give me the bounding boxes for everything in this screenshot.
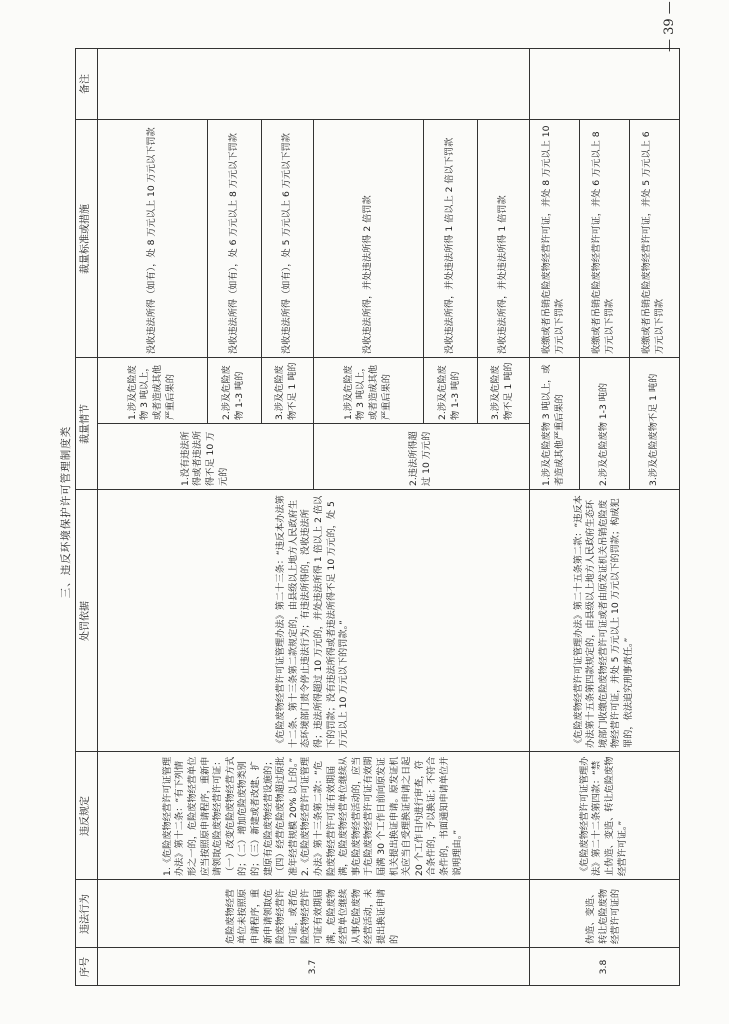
rotated-table-sheet [55,38,693,986]
row-3-7-group-2-sub-1: 1.涉及危险废物 3 吨以上，或者造成其他严重后果的 [342,362,392,420]
header-circumstance: 裁量情节 [79,404,91,444]
header-measure: 裁量标准或措施 [79,204,91,274]
row-3-7-rule: 1.《危险废物经营许可证管理办法》第十二条：“有下列情形之一的，危险废物经营单位应当按照原申请程序，重新申请领取危险废物经营许可证：（一）改变危险废物经营方式的；（二）增加危险废物类别的；（三）新建或者改建、扩建原有危险废物经营设施的；（四）经营危险废物超过原批准年经营规模 20% 以上的。” 2.《危险废物经营许可证管理办法》第十三条第二款：“危险废物经营许可证有效期届满，危险废物经营单位继续从事危险废物经营活动的，应当于危险废物经营许可证有效期届满 30 个工作日前向原发证机关提出换证申请。原发证机关应当自受理换证申请之日起 20 个工作日内进行审查，符合条件的，予以换证；不符合条件的，书面通知申请单位并说明理由。” [161,756,463,876]
row-3-7-group-2-measure-1: 没收违法所得，并处违法所得 2 倍罚款 [361,195,373,354]
row-3-8-rule: 《危险废物经营许可证管理办法》第二十二条第四款：“禁止伪造、变造、转让危险废物经营许可证。” [578,756,628,876]
grid-line [75,751,679,752]
row-3-8-measure-2: 收缴或者吊销危险废物经营许可证，并处 6 万元以上 8 万元以下罚款 [591,131,615,354]
row-3-8-basis: 《危险废物经营许可证管理办法》第二十五条第二款：“违反本办法第十五条第四款规定的，由县级以上地方人民政府生态环境部门收缴危险废物经营许可证或者由原发证机关吊销危险废物经营许可证，并处 5 万元以上 10 万元以下的罚款；构成犯罪的，依法追究刑事责任。” [572,495,634,748]
grid-line [579,120,580,490]
row-3-7-no: 3.7 [306,959,318,975]
row-3-8-no: 3.8 [597,959,609,975]
row-3-8-measure-1: 收缴或者吊销危险废物经营许可证，并处 8 万元以上 10 万元以下罚款 [541,125,565,354]
row-3-7-group-2-label: 2.违法所得超过 10 万元的 [408,431,432,486]
row-3-8-measure-3: 收缴或者吊销危险废物经营许可证，并处 5 万元以上 6 万元以下罚款 [641,131,665,354]
row-3-7-group-1-sub-3: 3.涉及危险废物不足 1 吨的 [274,362,298,420]
grid-line [75,985,679,986]
row-3-7-group-1-sub-2: 2.涉及危险废物 1-3 吨的 [221,365,245,420]
row-3-7-group-1-measure-3: 没收违法所得（如有），处 5 万元以上 6 万元以下罚款 [280,133,292,354]
grid-line [313,120,314,490]
grid-line [679,48,680,986]
row-3-7-group-2-sub-3: 3.涉及危险废物不足 1 吨的 [490,362,514,420]
header-behavior: 违法行为 [79,894,91,934]
row-3-7-note [97,48,529,120]
grid-line [629,120,630,490]
grid-line [97,423,529,424]
grid-line [75,119,679,120]
header-no: 序号 [79,957,91,977]
grid-line [75,357,679,358]
grid-line [529,48,530,986]
grid-line [477,120,478,424]
row-3-7-group-2-measure-2: 没收违法所得，并处违法所得 1 倍以上 2 倍以下罚款 [443,137,455,354]
grid-line [207,120,208,424]
row-3-8-note [529,48,679,120]
row-3-7-group-1-measure-1: 没收违法所得（如有），处 8 万元以上 10 万元以下罚款 [145,127,157,354]
row-3-8-circ-3: 3.涉及危险废物不足 1 吨的 [647,373,659,486]
grid-line [75,489,679,490]
row-3-7-group-2-sub-2: 2.涉及危险废物 1-3 吨的 [437,365,461,420]
header-note: 备注 [79,74,91,94]
row-3-7-group-2-measure-3: 没收违法所得，并处违法所得 1 倍罚款 [496,195,508,354]
grid-line [97,48,98,986]
page-number: — 39 — [662,1,677,52]
row-3-7-group-1-sub-1: 1.涉及危险废物 3 吨以上，或者造成其他严重后果的 [126,362,176,420]
grid-line [75,879,679,880]
header-rule: 违反规定 [79,796,91,836]
header-basis: 处罚依据 [79,601,91,641]
row-3-7-group-1-label: 1.没有违法所得或者违法所得不足 10 万元的 [179,430,229,486]
grid-line [75,947,679,948]
grid-line [75,48,76,986]
row-3-7-behavior: 危险废物经营单位未按照原申请程序，重新申请领取危险废物经营许可证，或者危险废物经营许可证有效期届满，危险废物经营单位继续从事危险废物经营活动，未提出换证申请的 [224,888,400,944]
row-3-7-basis: 《危险废物经营许可证管理办法》第二十三条：“违反本办法第十二条、第十三条第二款规定的，由县级以上地方人民政府生态环境部门责令停止违法行为；有违法所得的，没收违法所得；违法所得超过 10 万元的，并处违法所得 1 倍以上 2 倍以下的罚款；没有违法所得或者违法所得不足 10 万元的，处 5 万元以上 10 万元以下的罚款。” [275,495,350,748]
row-3-8-circ-1: 1.涉及危险废物 3 吨以上，或者造成其他严重后果的 [541,364,565,486]
grid-line [261,120,262,424]
row-3-7-group-1-measure-2: 没收违法所得（如有），处 6 万元以上 8 万元以下罚款 [227,133,239,354]
row-3-8-behavior: 伪造、变造、转让危险废物经营许可证的 [585,888,622,944]
grid-line [423,120,424,424]
row-3-8-circ-2: 2.涉及危险废物 1-3 吨的 [597,382,609,486]
section-title: 三、违反环境保护许可管理制度类 [59,425,72,599]
grid-line [75,48,679,49]
